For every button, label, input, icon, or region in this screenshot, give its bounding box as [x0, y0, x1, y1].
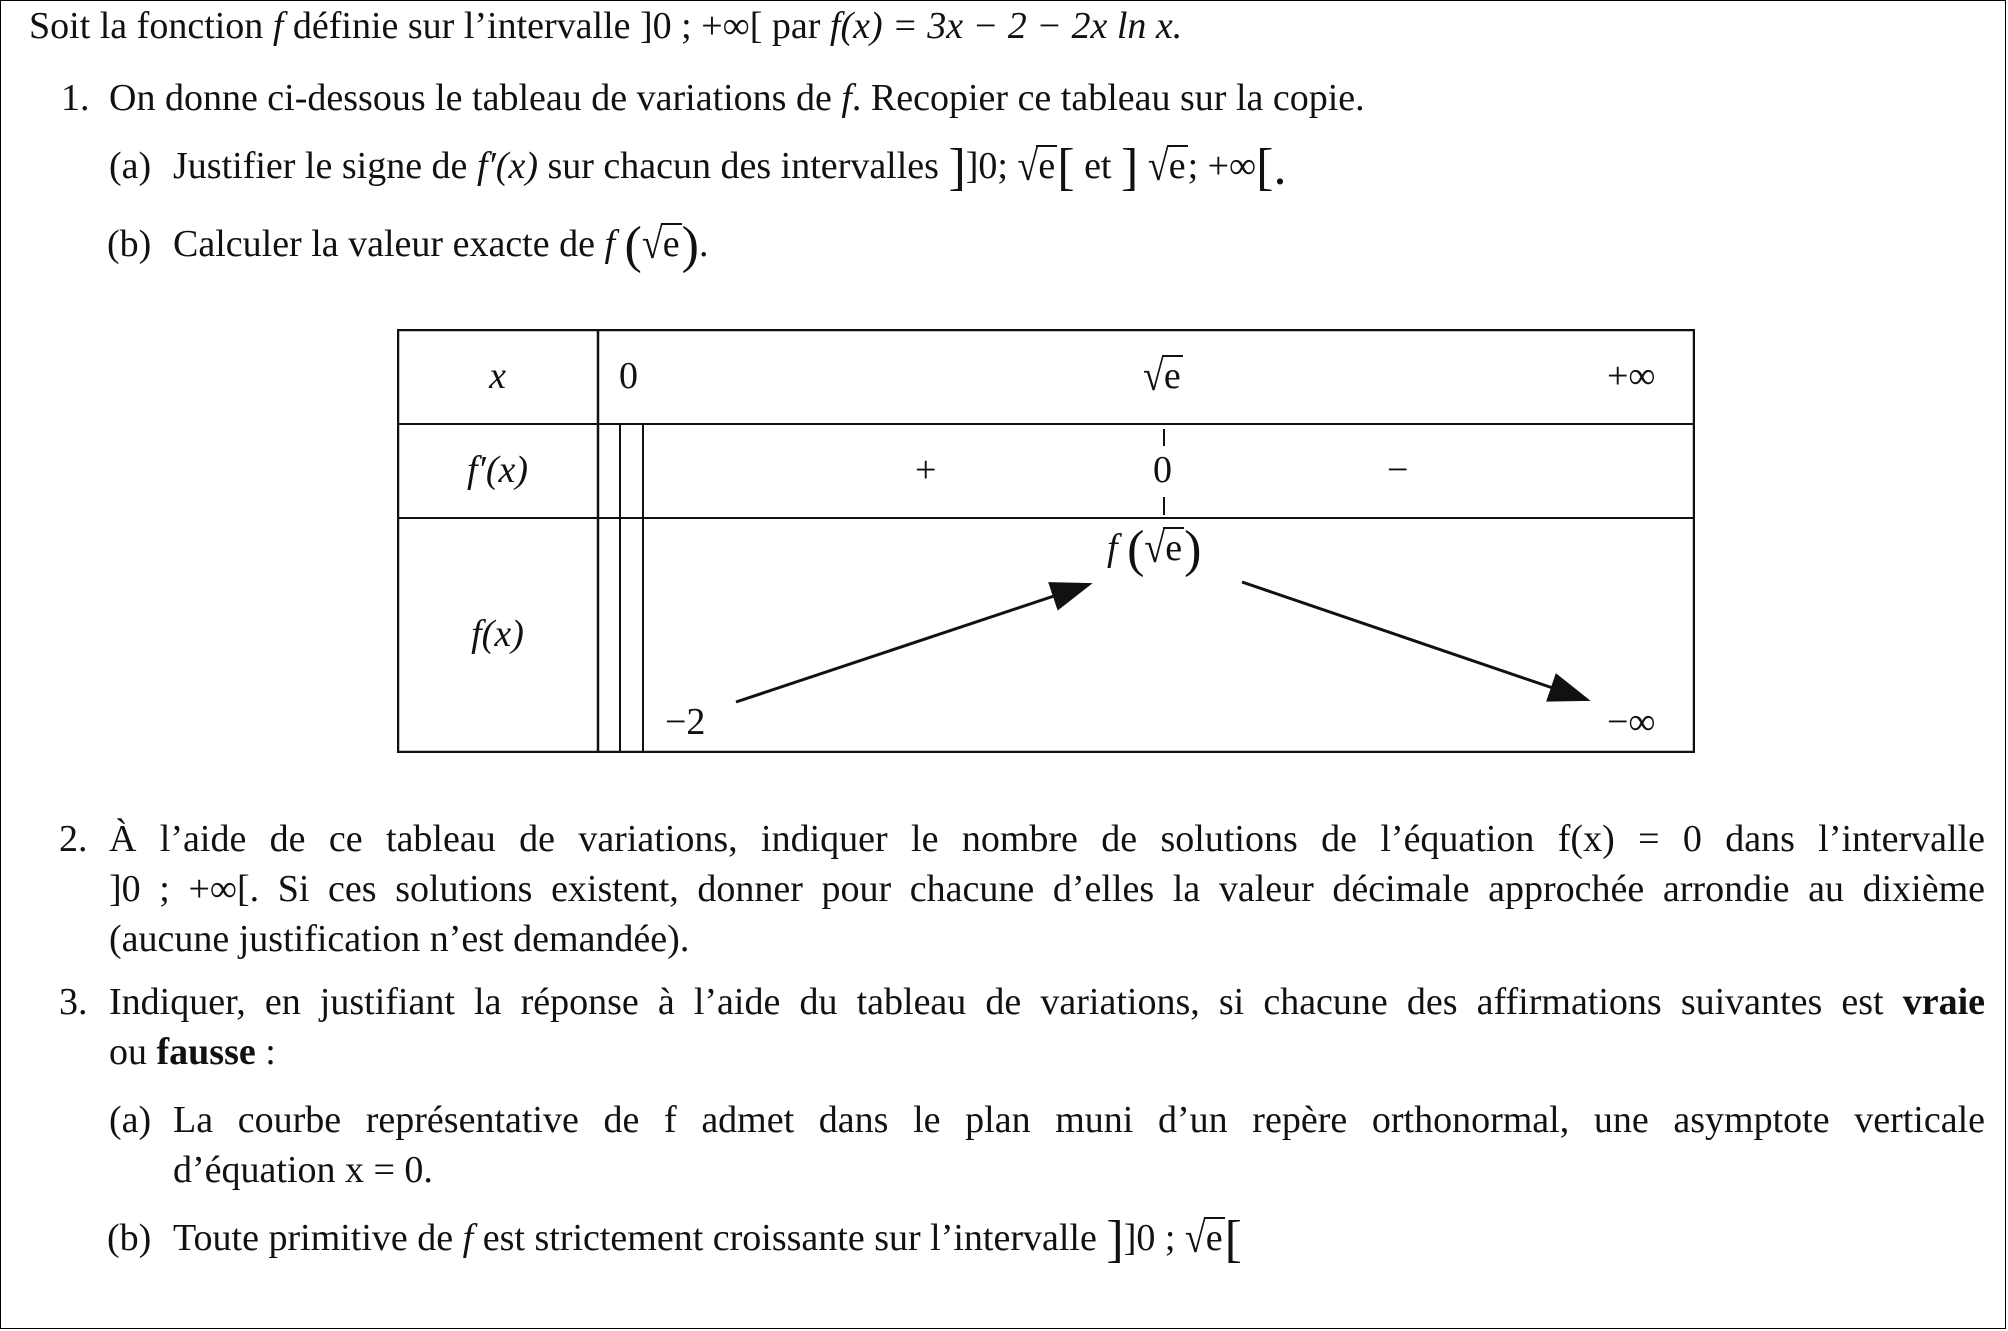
f-max-f: f [1107, 527, 1118, 569]
q1b-paren-open: ( [624, 217, 642, 274]
sqrt-symbol: √ [1144, 523, 1166, 573]
q1b-paren-close: ) [681, 217, 699, 274]
q3a-line1: La courbe représentative de f admet dans le plan muni d’un repère orthonormal, une asymptote verticale [173, 1099, 1985, 1141]
q1b-end: . [698, 223, 709, 265]
q1a-fprime: f′(x) [476, 145, 538, 187]
q1-number: 1. [61, 77, 90, 119]
q3b-sqrt-e: e [1205, 1217, 1223, 1259]
row-f-text: f(x) [471, 613, 524, 655]
sqrt-symbol: √ [1017, 141, 1039, 191]
q3-number: 3. [59, 981, 88, 1023]
q1-text [109, 75, 1365, 121]
intro-definition: f(x) = 3x − 2 − 2x ln x. [829, 5, 1183, 47]
sign-plus: + [915, 449, 937, 491]
q3-vraie: vraie [1902, 981, 1986, 1023]
row-fprime-text: f′(x) [466, 449, 529, 491]
q3b-label: (b) [107, 1217, 152, 1259]
q3b-close: [ [1224, 1211, 1242, 1268]
q1a-int2-open: ] [1121, 139, 1139, 196]
q1a-et: et [1084, 145, 1112, 187]
q1b-label: (b) [107, 223, 152, 265]
f-max-sqrt-e: e [1165, 527, 1183, 569]
q1a-int1-open: ] [948, 139, 966, 196]
q3b-open: ]0 ; [1123, 1217, 1176, 1259]
q3-ou: ou [109, 1031, 147, 1073]
q1a-sqrt-e-2: e [1168, 145, 1186, 187]
x-value-sqrt-e [1143, 353, 1183, 399]
row-label-fprime [397, 447, 598, 493]
f-max-paren-open: ( [1127, 521, 1145, 578]
f-value-left: −2 [665, 701, 706, 743]
q3b-f: f [462, 1217, 474, 1259]
intro-line [29, 3, 1182, 49]
intro-f: f [272, 5, 284, 47]
q1a-text [173, 139, 1287, 196]
q1a-int1-start: ]0; [965, 145, 1008, 187]
q1b-text-main: Calculer la valeur exacte de [173, 223, 595, 265]
q3a-label: (a) [109, 1099, 152, 1141]
q1a-int2-end: ; +∞ [1187, 145, 1257, 187]
x-value-infinity: +∞ [1607, 355, 1656, 397]
q1-text-main: On donne ci-dessous le tableau de variations de [109, 77, 832, 119]
sqrt-symbol: √ [641, 219, 663, 269]
sqrt-symbol: √ [1147, 141, 1169, 191]
sign-minus: − [1387, 449, 1409, 491]
f-value-max [1107, 521, 1202, 578]
q1a-text2: sur chacun des intervalles [547, 145, 939, 187]
q3-fausse: fausse [156, 1031, 256, 1073]
q1a-sqrt-e-1: e [1038, 145, 1056, 187]
q3b-text-main: Toute primitive de [173, 1217, 454, 1259]
x-sqrt-e-text: e [1163, 355, 1181, 397]
q2-line1: À l’aide de ce tableau de variations, indiquer le nombre de solutions de l’équation f(x) = 0 dans l’intervalle [109, 818, 1985, 860]
q1b-f: f [604, 223, 616, 265]
q1b-sqrt-e: e [662, 223, 680, 265]
q3-colon: : [255, 1031, 276, 1073]
q1a-int2-close: [. [1256, 139, 1287, 196]
q2-number: 2. [59, 818, 88, 860]
q3b-text2: est strictement croissante sur l’intervalle [482, 1217, 1097, 1259]
row-x-text: x [489, 355, 506, 397]
sqrt-symbol: √ [1143, 351, 1164, 401]
q1-text-end: . Recopier ce tableau sur la copie. [851, 77, 1365, 119]
f-value-right: −∞ [1607, 701, 1656, 743]
q1a-int1-close: [ [1057, 139, 1075, 196]
q3a-line2: d’équation x = 0. [173, 1149, 433, 1191]
sign-zero: 0 [1153, 449, 1172, 491]
q1a-text-main: Justifier le signe de [173, 145, 468, 187]
q3-line1 [109, 979, 1985, 1025]
decreasing-arrow [1242, 582, 1585, 699]
row-label-x [397, 353, 598, 399]
q1b-text [173, 217, 709, 274]
sqrt-symbol: √ [1184, 1213, 1206, 1263]
variation-table [397, 329, 1695, 753]
intro-prefix: Soit la fonction [29, 5, 264, 47]
q3b-text [173, 1211, 1242, 1268]
q2-line2: ]0 ; +∞[. Si ces solutions existent, donner pour chacune d’elles la valeur décimale approchée arrondie au dixième [109, 868, 1985, 910]
q2-line3: (aucune justification n’est demandée). [109, 918, 690, 960]
q3-line2 [109, 1029, 276, 1075]
row-label-f [397, 611, 598, 657]
q1a-label: (a) [109, 145, 152, 187]
increasing-arrow [736, 585, 1087, 702]
q3-line1-text: Indiquer, en justifiant la réponse à l’aide du tableau de variations, si chacune des affirmations suivantes est [109, 981, 1884, 1023]
x-value-0: 0 [619, 355, 638, 397]
q3b-bracket-open: ] [1106, 1211, 1124, 1268]
q1-f: f [841, 77, 852, 119]
intro-interval: définie sur l’intervalle ]0 ; +∞[ par [292, 5, 821, 47]
f-max-paren-close: ) [1184, 521, 1202, 578]
